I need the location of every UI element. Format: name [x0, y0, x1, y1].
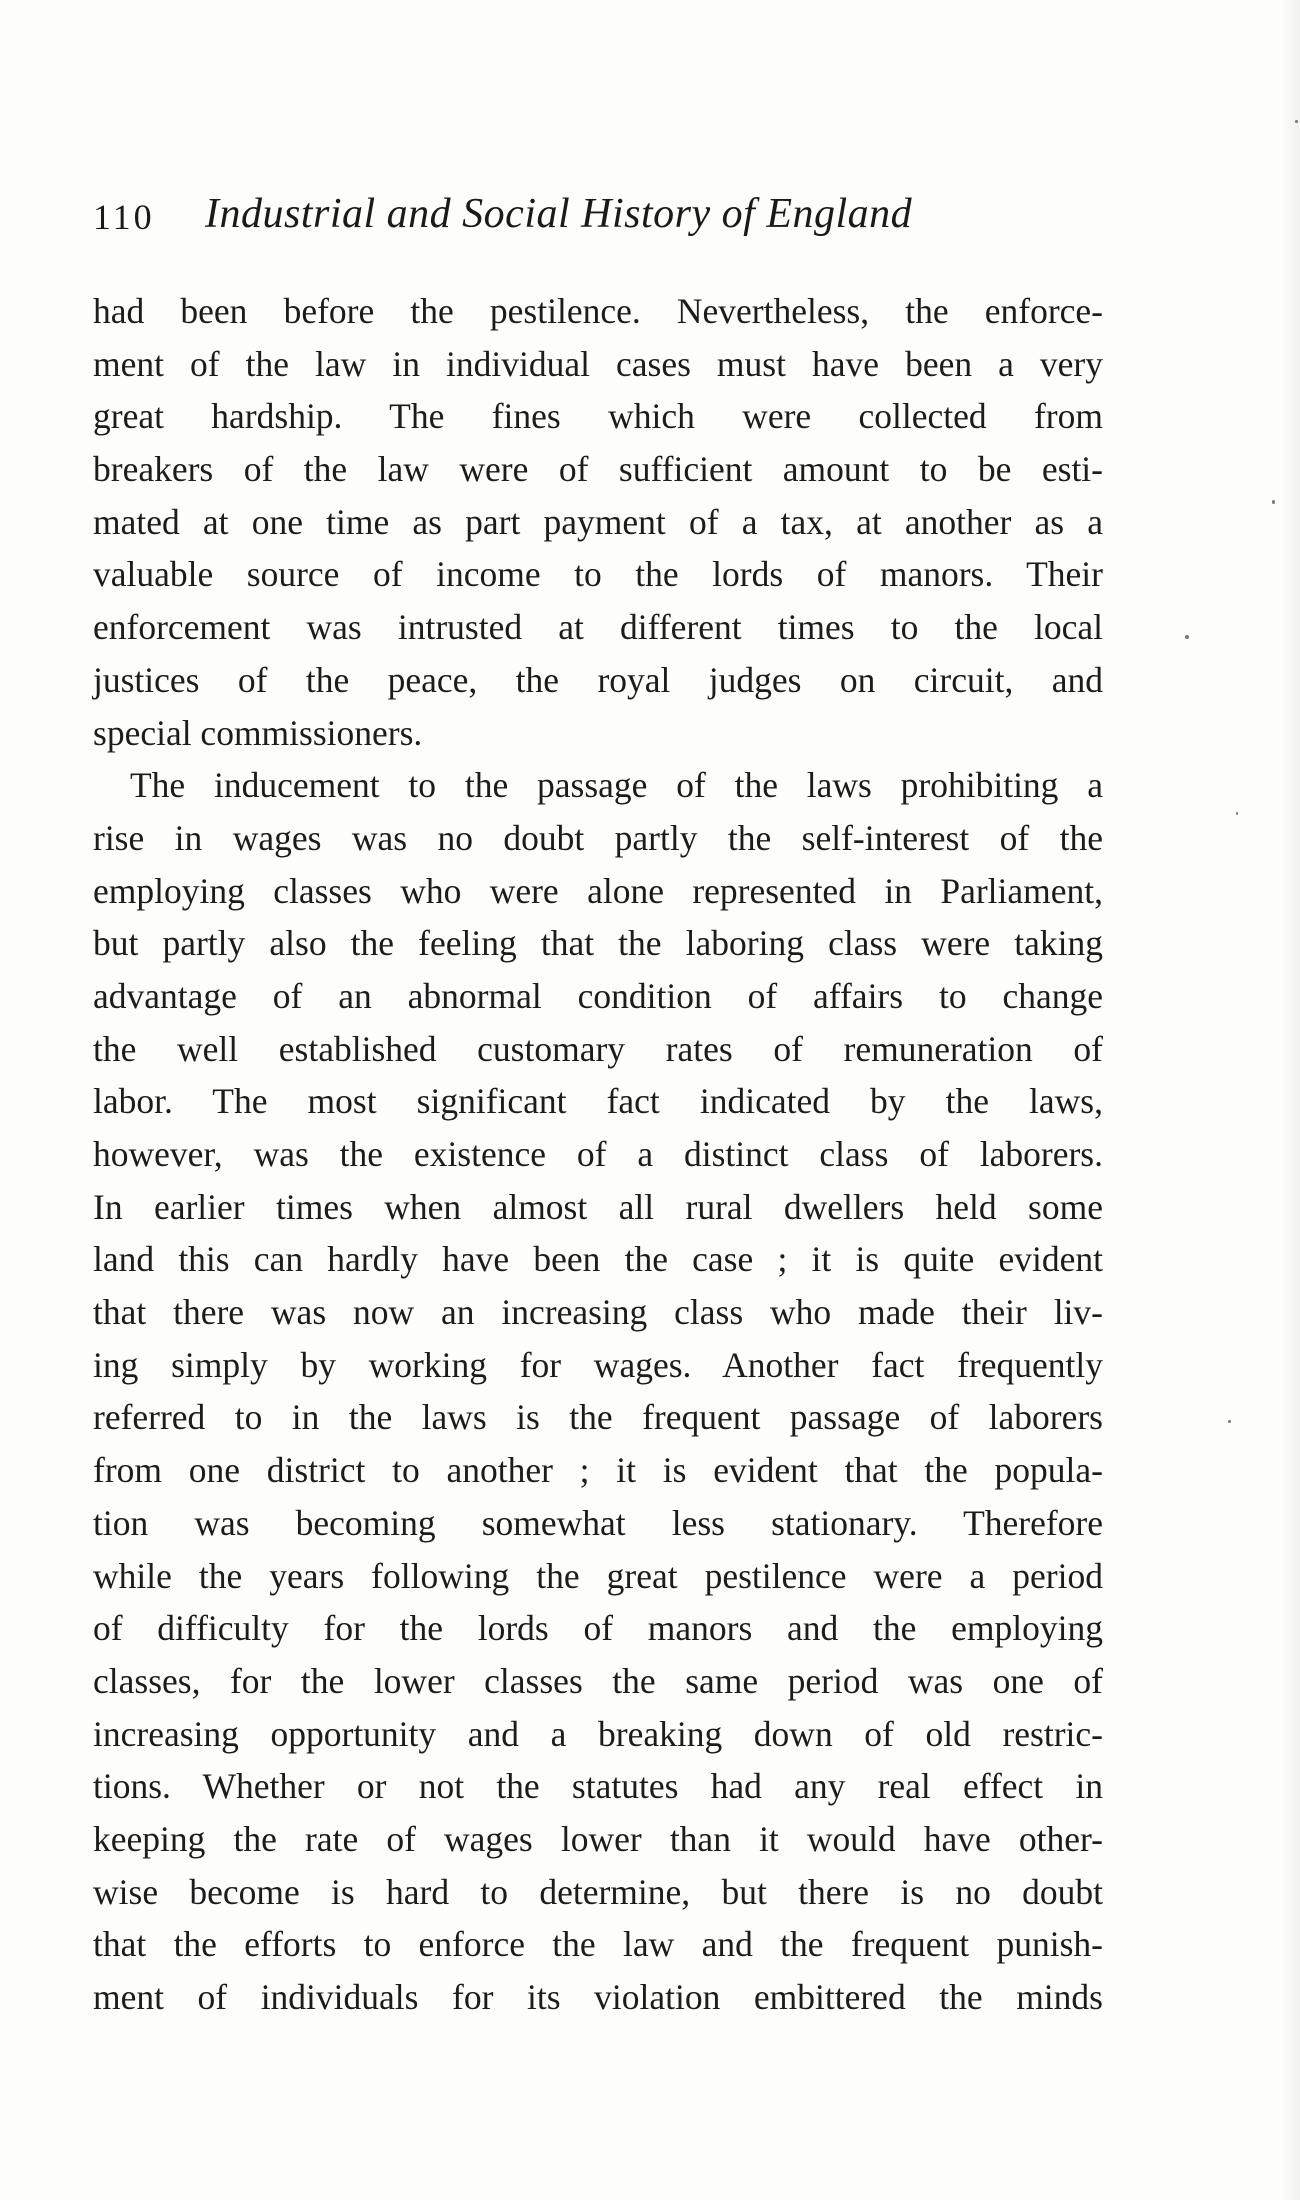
text-line: that the efforts to enforce the law and the frequent punish-	[93, 1924, 1103, 1965]
text-line: however, was the existence of a distinct class of laborers.	[93, 1134, 1103, 1174]
text-line: The inducement to the passage of the laws prohibiting a	[130, 765, 1103, 806]
text-line: In earlier times when almost all rural dwellers held some	[93, 1186, 1103, 1227]
text-line: that there was now an increasing class who made their liv-	[93, 1292, 1103, 1333]
text-line: rise in wages was no doubt partly the self-interest of the	[93, 817, 1103, 858]
text-line: increasing opportunity and a breaking down of old restric-	[93, 1713, 1103, 1754]
text-line: had been before the pestilence. Nevertheless, the enforce-	[93, 291, 1103, 331]
page-edge-shadow	[1282, 0, 1300, 2200]
running-head	[93, 190, 1093, 254]
text-line: valuable source of income to the lords of manors. Their	[93, 554, 1103, 595]
speck-mark	[1236, 812, 1238, 815]
speck-mark	[1228, 1420, 1231, 1423]
text-line: breakers of the law were of sufficient amount to be esti-	[93, 449, 1103, 490]
text-line: ment of the law in individual cases must have been a very	[93, 343, 1103, 384]
text-line: advantage of an abnormal condition of affairs to change	[93, 975, 1103, 1016]
page-number: 110	[93, 197, 155, 237]
text-line: labor. The most significant fact indicated by the laws,	[93, 1081, 1103, 1122]
text-line: special commissioners.	[93, 712, 423, 753]
text-line: tion was becoming somewhat less stationary. Therefore	[93, 1502, 1103, 1543]
text-line: justices of the peace, the royal judges on circuit, and	[93, 659, 1103, 700]
text-line: from one district to another ; it is evident that the popula-	[93, 1450, 1103, 1491]
text-line: but partly also the feeling that the laboring class were taking	[93, 923, 1103, 964]
text-line: tions. Whether or not the statutes had any real effect in	[93, 1766, 1103, 1807]
text-line: land this can hardly have been the case ; it is quite evident	[93, 1239, 1103, 1280]
text-line: while the years following the great pestilence were a period	[93, 1555, 1103, 1596]
text-line: employing classes who were alone represented in Parliament,	[93, 870, 1103, 911]
text-line: referred to in the laws is the frequent passage of laborers	[93, 1397, 1103, 1438]
text-line: great hardship. The fines which were collected from	[93, 396, 1103, 437]
paragraph-1	[93, 285, 1103, 759]
paragraph-2	[93, 759, 1103, 2024]
text-line: enforcement was intrusted at different times to the local	[93, 607, 1103, 648]
body-text	[93, 285, 1103, 2024]
text-line: the well established customary rates of remuneration of	[93, 1028, 1103, 1069]
speck-mark	[1272, 500, 1275, 504]
text-line: classes, for the lower classes the same period was one of	[93, 1660, 1103, 1701]
text-line: ment of individuals for its violation embittered the minds	[93, 1977, 1103, 2017]
text-line: mated at one time as part payment of a tax, at another as a	[93, 501, 1103, 542]
running-title: Industrial and Social History of England	[205, 191, 913, 237]
text-line: of difficulty for the lords of manors and the employing	[93, 1608, 1103, 1649]
speck-mark	[1185, 635, 1189, 639]
speck-mark	[1295, 120, 1298, 123]
text-line: wise become is hard to determine, but there is no doubt	[93, 1871, 1103, 1912]
text-line: keeping the rate of wages lower than it would have other-	[93, 1818, 1103, 1859]
text-line: ing simply by working for wages. Another fact frequently	[93, 1344, 1103, 1385]
